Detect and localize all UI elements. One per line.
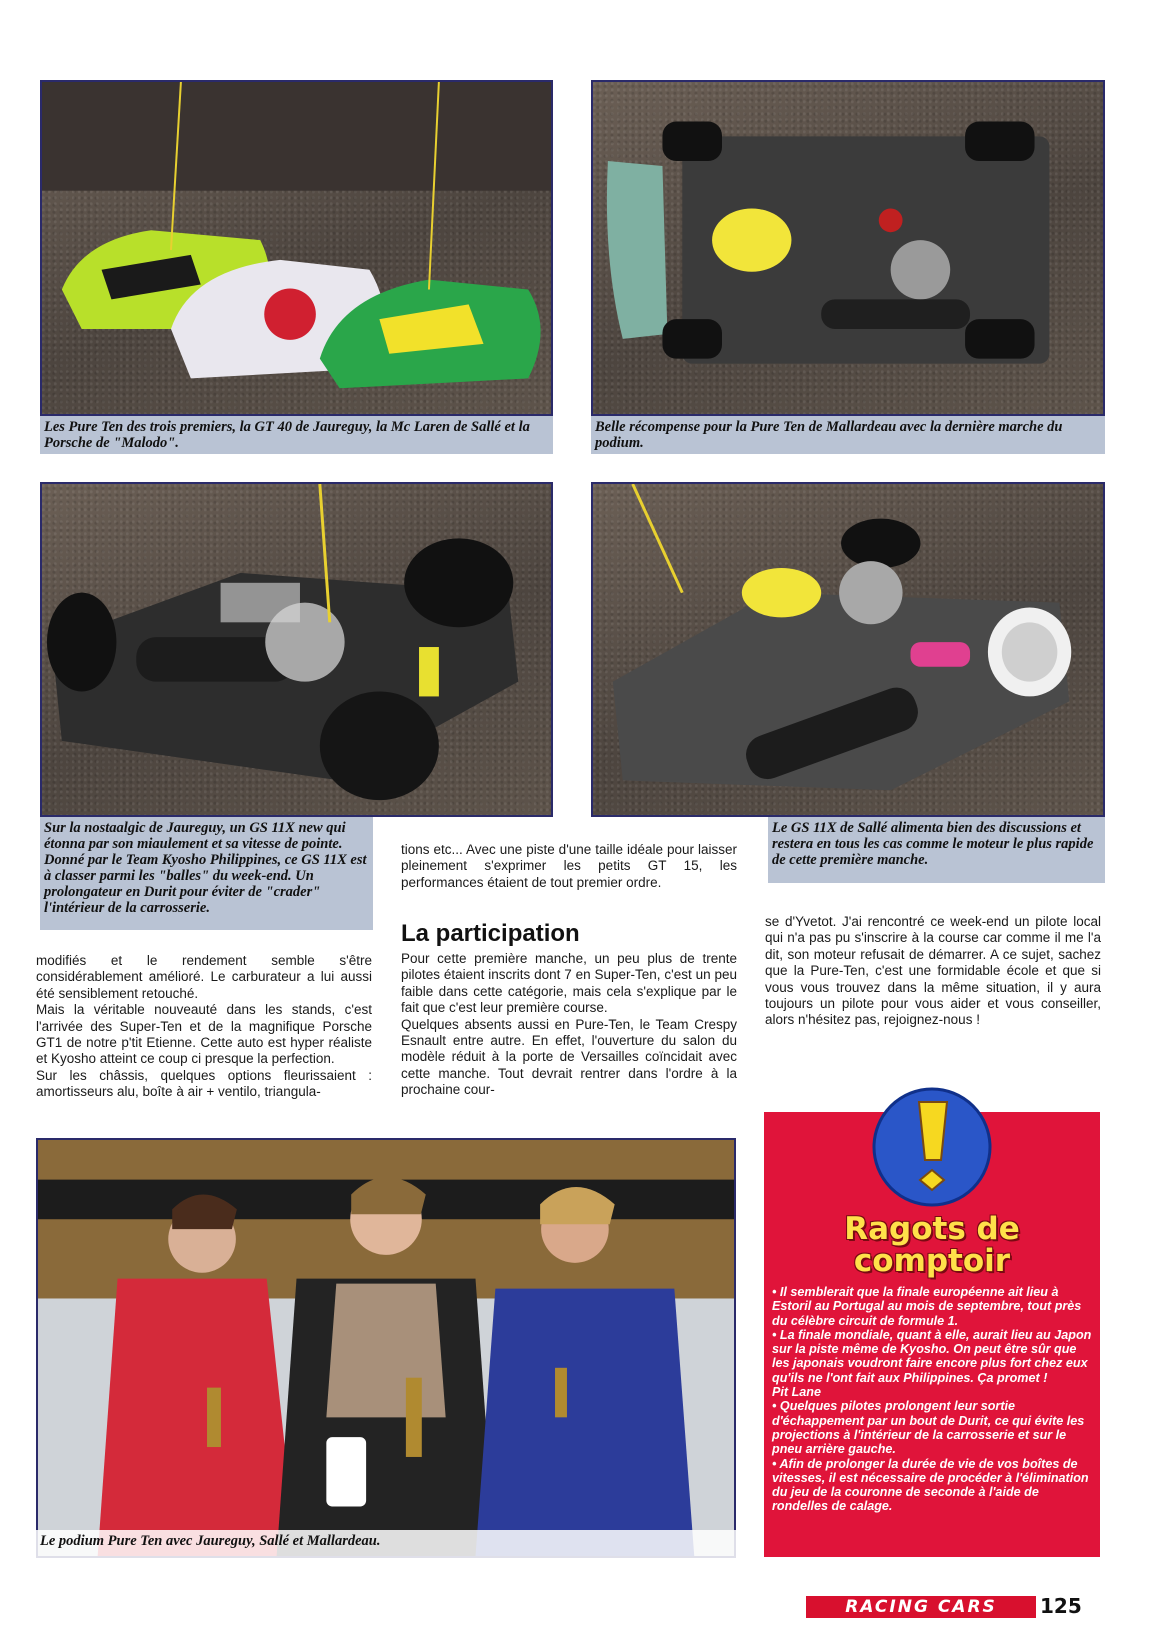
ragots-title bbox=[764, 1213, 1100, 1277]
ragots-item: • Afin de prolonger la durée de vie de vos boîtes de vitesses, il est nécessaire de procéder à l'élimination du jeu de la couronne de seconde à l'aide de rondelles de calage. bbox=[772, 1456, 1089, 1514]
article-column-2 bbox=[401, 951, 737, 1099]
ragots-text bbox=[772, 1285, 1094, 1514]
ragots-item: • Il semblerait que la finale européenne ait lieu à Estoril au Portugal au mois de septembre, tout près du célèbre circuit de formule 1. bbox=[772, 1285, 1082, 1328]
ragots-item: • La finale mondiale, quant à elle, aurait lieu au Japon sur la piste même de Kyosho. On peut être sûr que les japonais voudront faire encore plus fort chez eux qu'ils ne l'ont fait aux Philippines. Ça promet ! bbox=[772, 1327, 1092, 1385]
paragraph: Mais la véritable nouveauté dans les stands, c'est l'arrivée des Super-Ten et de la magnifique Porsche GT1 de notre p'tit Etienne. Cette auto est hyper réaliste et Kyosho atteint ce coup ci presque la perfection. bbox=[36, 1002, 372, 1067]
ragots-title-line1: Ragots de bbox=[844, 1211, 1020, 1247]
photo-three-cars bbox=[40, 80, 553, 416]
article-column-1 bbox=[36, 953, 372, 1101]
paragraph: Quelques absents aussi en Pure-Ten, le Team Crespy Esnault entre autre. En effet, l'ouverture du salon du modèle réduit à la porte de Versailles coïncidait avec cette manche. Tout devrait rentrer dans l'ordre à la prochaine cour- bbox=[401, 1016, 737, 1098]
exclamation-icon bbox=[867, 1082, 997, 1212]
paragraph: modifiés et le rendement semble s'être considérablement amélioré. Le carburateur a lui aussi été sensiblement retouché. bbox=[36, 953, 372, 1001]
page-number: 125 bbox=[1040, 1594, 1082, 1618]
photo-podium bbox=[36, 1138, 736, 1558]
ragots-sidebar bbox=[764, 1112, 1100, 1557]
section-heading: La participation bbox=[401, 920, 580, 947]
paragraph: se d'Yvetot. J'ai rencontré ce week-end un pilote local qui n'a pas pu s'inscrire à la course car comme il me l'a dit, son moteur refusait de démarrer. A ce sujet, sachez que la Pure-Ten, c'est une formidable école et que si vous vous trouvez dans la même situation, il y aura toujours un pilote pour vous aider et vous conseiller, alors n'hésitez pas, rejoignez-nous ! bbox=[765, 914, 1101, 1028]
photo5-caption: Le podium Pure Ten avec Jaureguy, Sallé et Mallardeau. bbox=[36, 1530, 736, 1558]
paragraph: Pour cette première manche, un peu plus de trente pilotes étaient inscrits dont 7 en Super-Ten, c'est un peu faible dans cette catégorie, mais cela s'explique par le fait que c'est leur première course. bbox=[401, 951, 737, 1016]
photo1-caption: Les Pure Ten des trois premiers, la GT 40 de Jaureguy, la Mc Laren de Sallé et la Porsche de "Malodo". bbox=[40, 416, 553, 454]
ragots-signature: Pit Lane bbox=[772, 1385, 821, 1400]
article-column-2-top bbox=[401, 842, 737, 891]
paragraph: Sur les châssis, quelques options fleurissaient : amortisseurs alu, boîte à air + ventilo, triangula- bbox=[36, 1067, 372, 1100]
photo2-caption: Belle récompense pour la Pure Ten de Mallardeau avec la dernière marche du podium. bbox=[591, 416, 1105, 454]
paragraph: tions etc... Avec une piste d'une taille idéale pour laisser pleinement s'exprimer les petits GT 15, les performances étaient de tout premier ordre. bbox=[401, 842, 737, 890]
photo4-caption: Le GS 11X de Sallé alimenta bien des discussions et restera en tous les cas comme le moteur le plus rapide de cette première manche. bbox=[768, 817, 1105, 883]
ragots-title-line2: comptoir bbox=[853, 1243, 1011, 1279]
article-column-3 bbox=[765, 914, 1101, 1029]
photo3-caption: Sur la nostaalgic de Jaureguy, un GS 11X new qui étonna par son miaulement et sa vitesse de pointe. Donné par le Team Kyosho Philippines, ce GS 11X est à classer parmi les "balles" du week-end. Un prolongateur en Durit pour éviter de "crader" l'intérieur de la carrosserie. bbox=[40, 817, 373, 930]
magazine-brand: RACING CARS bbox=[806, 1596, 1036, 1618]
photo-engine-salle bbox=[591, 482, 1105, 817]
photo-chassis-top bbox=[591, 80, 1105, 416]
photo-engine-jaureguy bbox=[40, 482, 553, 817]
ragots-item: • Quelques pilotes prolongent leur sortie d'échappement par un bout de Durit, ce qui évite les projections à l'intérieur de la carrosserie et sur le pneu arrière gauche. bbox=[772, 1399, 1085, 1457]
